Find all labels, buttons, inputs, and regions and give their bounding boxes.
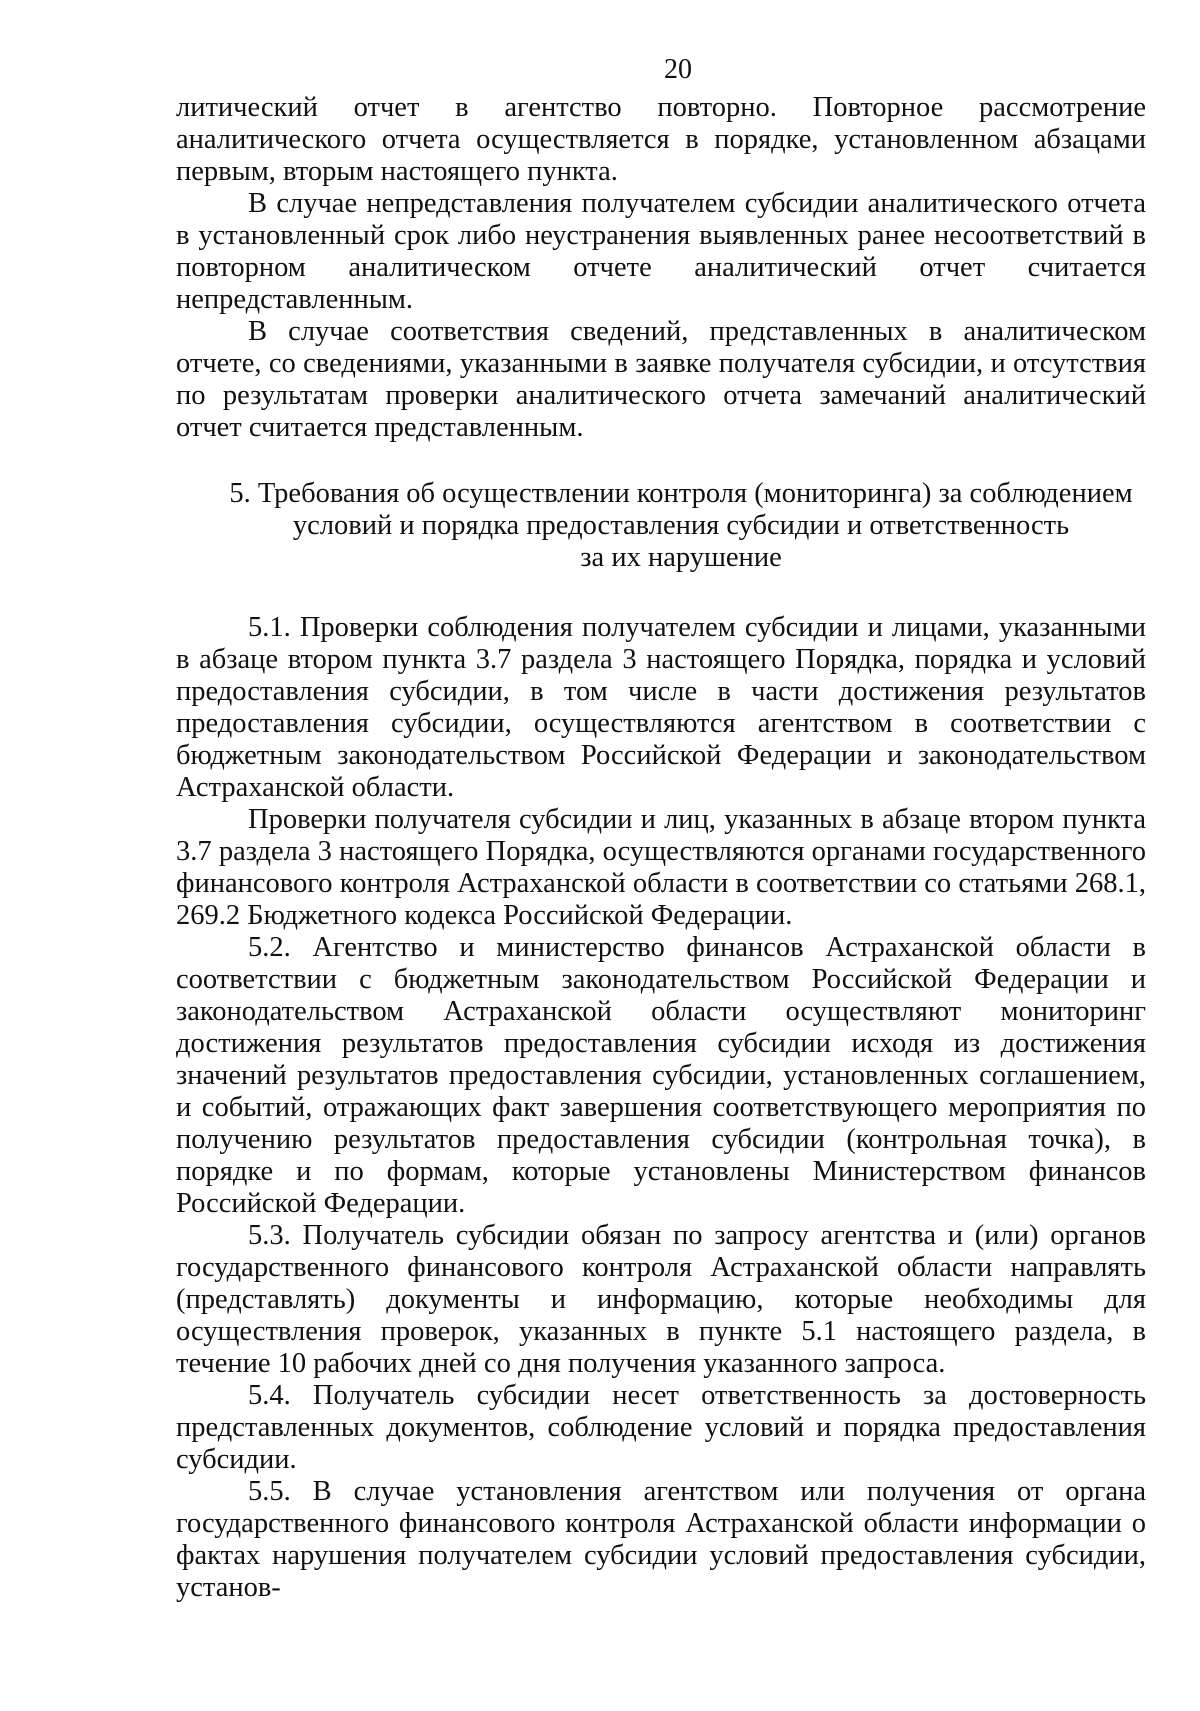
paragraph-5-3: 5.3. Получатель субсидии обязан по запросу агентства и (или) органов государственного финансового контроля Астраханской области направлять (представлять) документы и информацию, которые необходимы для осуществления проверок, указанных в пункте 5.1 настоящего раздела, в течение 10 рабочих дней со дня получения указанного запроса. xyxy=(176,1220,1146,1379)
paragraph: литический отчет в агентство повторно. Повторное рассмотрение аналитического отчета осуществляется в порядке, установленном абзацами первым, вторым настоящего пункта. xyxy=(176,92,1146,187)
document-page xyxy=(176,52,1146,1604)
page-number: 20 xyxy=(664,54,692,85)
paragraph-5-2: 5.2. Агентство и министерство финансов Астраханской области в соответствии с бюджетным законодательством Российской Федерации и законодательством Астраханской области осуществляют мониторинг достижения результатов предоставления субсидии исходя из достижения значений результатов предоставления субсидии, установленных соглашением, и событий, отражающих факт завершения соответствующего мероприятия по получению результатов предоставления субсидии (контрольная точка), в порядке и по формам, которые установлены Министерством финансов Российской Федерации. xyxy=(176,932,1146,1219)
section-heading-line: 5. Требования об осуществлении контроля (мониторинга) за соблюдением xyxy=(229,478,1133,509)
section-heading-line: за их нарушение xyxy=(580,542,782,573)
paragraph: В случае соответствия сведений, представленных в аналитическом отчете, со сведениями, указанными в заявке получателя субсидии, и отсутствия по результатам проверки аналитического отчета замечаний аналитический отчет считается представленным. xyxy=(176,316,1146,443)
paragraph-5-5: 5.5. В случае установления агентством или получения от органа государственного финансового контроля Астраханской области информации о фактах нарушения получателем субсидии условий предоставления субсидии, установ- xyxy=(176,1476,1146,1603)
paragraph: Проверки получателя субсидии и лиц, указанных в абзаце втором пункта 3.7 раздела 3 настоящего Порядка, осуществляются органами государственного финансового контроля Астраханской области в соответствии со статьями 268.1, 269.2 Бюджетного кодекса Российской Федерации. xyxy=(176,804,1146,931)
paragraph-5-4: 5.4. Получатель субсидии несет ответственность за достоверность представленных документов, соблюдение условий и порядка предоставления субсидии. xyxy=(176,1380,1146,1475)
paragraphs-before xyxy=(176,92,1146,444)
section-heading xyxy=(176,478,1146,574)
paragraph: В случае непредставления получателем субсидии аналитического отчета в установленный срок либо неустранения выявленных ранее несоответствий в повторном аналитическом отчете аналитический отчет считается непредставленным. xyxy=(176,188,1146,315)
paragraphs-after xyxy=(176,612,1146,1604)
paragraph-5-1: 5.1. Проверки соблюдения получателем субсидии и лицами, указанными в абзаце втором пункта 3.7 раздела 3 настоящего Порядка, порядка и условий предоставления субсидии, в том числе в части достижения результатов предоставления субсидии, осуществляются агентством в соответствии с бюджетным законодательством Российской Федерации и законодательством Астраханской области. xyxy=(176,612,1146,803)
section-heading-line: условий и порядка предоставления субсидии и ответственность xyxy=(292,510,1070,541)
